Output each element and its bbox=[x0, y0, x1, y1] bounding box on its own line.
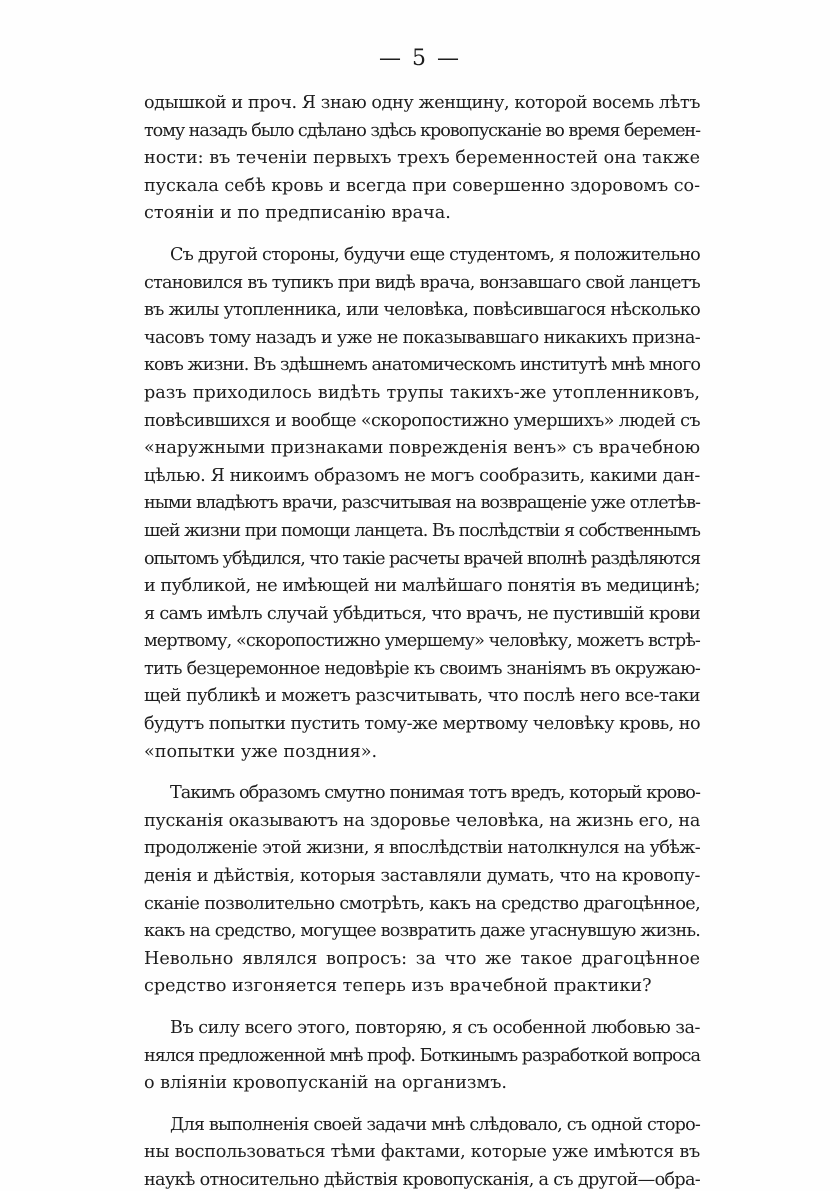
text-line: цѣлью. Я никоимъ образомъ не могъ сообразить, какими дан- bbox=[144, 465, 700, 486]
text-line: «попытки уже поздния». bbox=[144, 741, 378, 762]
page-number: — 5 — bbox=[379, 46, 461, 71]
text-line: тить безцеремонное недовѣріе къ своимъ знаніямъ въ окружаю- bbox=[144, 658, 701, 679]
paragraph-4 bbox=[144, 1015, 700, 1098]
text-line: часовъ тому назадъ и уже не показывавшаго никакихъ призна- bbox=[144, 327, 700, 348]
text-line: пусканія оказываютъ на здоровье человѣка, на жизнь его, на bbox=[144, 810, 700, 831]
text-line: Невольно являлся вопросъ: за что же такое драгоцѣнное bbox=[144, 948, 700, 969]
text-line: наукѣ относительно дѣйствія кровопусканія, а съ другой—обра- bbox=[144, 1169, 700, 1190]
text-line: щей публикѣ и можетъ разсчитывать, что послѣ него все-таки bbox=[144, 686, 700, 707]
text-line: ными владѣютъ врачи, разсчитывая на возвращеніе уже отлетѣв- bbox=[144, 493, 701, 514]
text-line: ны воспользоваться тѣми фактами, которые уже имѣются въ bbox=[144, 1142, 701, 1163]
text-line: средство изгоняется теперь изъ врачебной практики? bbox=[144, 976, 652, 997]
text-line: нялся предложенной мнѣ проф. Боткинымъ разработкой вопроса bbox=[144, 1045, 701, 1066]
text-line: и публикой, не имѣющей ни малѣйшаго понятія въ медицинѣ; bbox=[144, 576, 701, 597]
body-text bbox=[144, 90, 700, 1195]
text-line: тому назадъ было сдѣлано здѣсь кровопусканіе во время беремен- bbox=[144, 120, 700, 141]
text-line: о вліяніи кровопусканій на организмъ. bbox=[144, 1073, 507, 1094]
text-line: опытомъ убѣдился, что такіе расчеты врачей вполнѣ раздѣляются bbox=[144, 548, 701, 569]
text-line: денія и дѣйствія, которыя заставляли думать, что на кровопу- bbox=[144, 866, 700, 887]
text-line: ности: въ теченіи первыхъ трехъ беременностей она также bbox=[144, 148, 700, 169]
text-line: Такимъ образомъ смутно понимая тотъ вредъ, который крово- bbox=[170, 783, 701, 804]
text-line: одышкой и проч. Я знаю одну женщину, которой восемь лѣтъ bbox=[144, 93, 700, 113]
text-line: какъ на средство, могущее возвратить даже угаснувшую жизнь. bbox=[144, 921, 701, 942]
text-line: становился въ тупикъ при видѣ врача, вонзавшаго свой ланцетъ bbox=[144, 272, 700, 293]
text-line: «наружными признаками поврежденія венъ» съ врачебною bbox=[144, 438, 701, 459]
text-line: продолженіе этой жизни, я впослѣдствіи натолкнулся на убѣж- bbox=[144, 838, 700, 859]
text-line: ковъ жизни. Въ здѣшнемъ анатомическомъ институтѣ мнѣ много bbox=[144, 355, 701, 376]
paragraph-3 bbox=[144, 780, 700, 1001]
text-line: Для выполненія своей задачи мнѣ слѣдовало, съ одной сторо- bbox=[170, 1114, 700, 1135]
text-line: стояніи и по предписанію врача. bbox=[144, 203, 451, 224]
text-line: шей жизни при помощи ланцета. Въ послѣдствіи я собственнымъ bbox=[144, 520, 701, 541]
paragraph-1 bbox=[144, 90, 700, 228]
paragraph-2 bbox=[144, 242, 700, 766]
text-line: Въ силу всего этого, повторяю, я съ особенной любовью за- bbox=[170, 1018, 700, 1038]
text-line: въ жилы утопленника, или человѣка, повѣсившагося нѣсколько bbox=[144, 300, 701, 321]
text-line: мертвому, «скоропостижно умершему» человѣку, можетъ встрѣ- bbox=[144, 631, 700, 652]
text-line: будутъ попытки пустить тому-же мертвому человѣку кровь, но bbox=[144, 714, 700, 735]
text-line: пускала себѣ кровь и всегда при совершенно здоровомъ со- bbox=[144, 175, 701, 196]
text-line: я самъ имѣлъ случай убѣдиться, что врачъ, не пустившій крови bbox=[144, 603, 701, 624]
paragraph-5 bbox=[144, 1112, 700, 1195]
text-line: разъ приходилось видѣть трупы такихъ-же утопленниковъ, bbox=[144, 382, 700, 403]
text-line: повѣсившихся и вообще «скоропостижно умершихъ» людей съ bbox=[144, 410, 701, 431]
text-line: сканіе позволительно смотрѣть, какъ на средство драгоцѣнное, bbox=[144, 893, 701, 914]
text-line: Съ другой стороны, будучи еще студентомъ, я положительно bbox=[170, 244, 700, 265]
